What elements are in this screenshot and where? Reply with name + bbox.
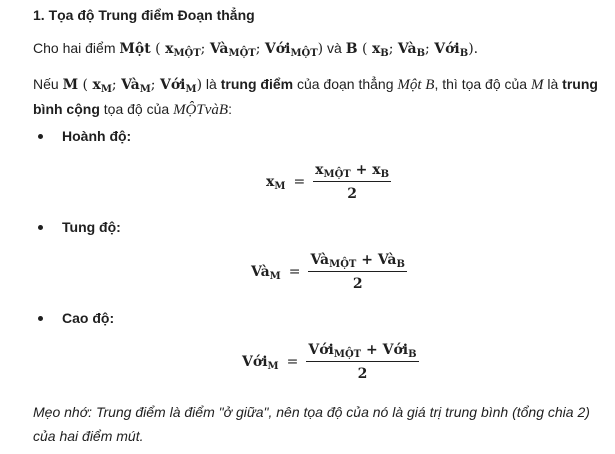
formula-lhs-var: x: [266, 174, 275, 190]
numerator-term-sub: B: [408, 349, 417, 360]
coord-ya-sub: MỘT: [228, 48, 256, 59]
bullet-label: Tung độ:: [62, 219, 121, 235]
midpoint-text: Nếu: [33, 76, 63, 92]
numerator-term: Với: [382, 342, 409, 358]
midpoint-text: tọa độ của: [99, 101, 174, 117]
fraction-numerator: [313, 162, 391, 182]
coord-zm-sub: M: [185, 84, 197, 95]
midpoint-text: , thì tọa độ của: [434, 76, 531, 92]
formula-lhs: [251, 264, 281, 280]
formula-lhs: [242, 354, 279, 370]
numerator-term-sub: MỘT: [333, 349, 362, 360]
bullet-dot: [38, 134, 43, 139]
numerator-term: Và: [310, 252, 330, 268]
fraction: [308, 252, 406, 292]
bullet-label: Cao độ:: [62, 310, 115, 326]
intro-paragraph: [33, 36, 598, 61]
bullet-dot: [38, 225, 43, 230]
bullet-dot: [38, 316, 43, 321]
paren-close: ).: [468, 41, 479, 57]
coord-yb: Và: [397, 41, 417, 57]
numerator-term: Với: [308, 342, 334, 358]
midpoint-text: :: [228, 101, 232, 117]
separator: ;: [111, 77, 122, 93]
numerator-term-sub: B: [396, 259, 405, 270]
plus-sign: +: [356, 252, 378, 268]
separator: ;: [388, 41, 398, 57]
plus-sign: +: [350, 162, 373, 178]
equals-sign: =: [293, 174, 306, 190]
segment-endpoints: MỘTvàB: [173, 102, 229, 118]
midpoint-text: là: [543, 76, 563, 92]
numerator-term-sub: B: [380, 169, 390, 180]
bullet-label: Hoành độ:: [62, 128, 132, 144]
fraction-numerator: [306, 342, 418, 362]
coord-xm-sub: M: [100, 84, 112, 95]
formula-z: [242, 342, 419, 382]
point-b-name: B: [345, 41, 358, 57]
point-m-name: M: [62, 77, 79, 93]
separator: ;: [255, 41, 265, 57]
intro-text: Cho hai điểm: [33, 40, 120, 56]
separator: ;: [200, 41, 210, 57]
segment-name: Một B: [397, 77, 435, 93]
keyword-average: trung bình cộng: [33, 76, 598, 117]
fraction-denominator: 2: [347, 186, 357, 202]
coord-xa: x: [165, 41, 174, 57]
fraction-denominator: 2: [357, 366, 368, 382]
coord-ya: Và: [209, 41, 229, 57]
formula-lhs-sub: M: [267, 361, 279, 372]
coord-xb-sub: B: [380, 48, 389, 59]
coord-za: Với: [264, 41, 291, 57]
point-m-italic: M: [530, 77, 544, 93]
coord-zb: Với: [434, 41, 460, 57]
and-text: và: [323, 40, 346, 56]
coord-zm: Với: [159, 77, 186, 93]
section-heading: 1. Tọa độ Trung điểm Đoạn thẳng: [33, 7, 255, 23]
separator: ;: [150, 77, 160, 93]
point-a-name: Một: [119, 41, 151, 57]
fraction-denominator: 2: [352, 276, 363, 292]
paren-open: (: [150, 41, 166, 57]
formula-lhs-sub: M: [269, 271, 281, 282]
equals-sign: =: [286, 354, 299, 370]
formula-x: [266, 162, 391, 202]
numerator-term-sub: MỘT: [329, 259, 357, 270]
coord-xb: x: [371, 41, 381, 57]
formula-y: [251, 252, 407, 292]
numerator-term: x: [315, 162, 324, 178]
midpoint-text: của đoạn thẳng: [293, 76, 398, 92]
coord-yb-sub: B: [416, 48, 426, 59]
paren-open: (: [357, 41, 372, 57]
numerator-term: x: [372, 162, 381, 178]
formula-lhs: [266, 174, 285, 190]
numerator-term-sub: MỘT: [323, 169, 351, 180]
separator: ;: [425, 41, 435, 57]
coord-zb-sub: B: [459, 48, 469, 59]
fraction: [313, 162, 391, 202]
fraction-numerator: [308, 252, 406, 272]
midpoint-paragraph: [33, 72, 598, 122]
coord-xm: x: [92, 77, 101, 93]
tip-note: Mẹo nhớ: Trung điểm là điểm "ở giữa", nên tọa độ của nó là giá trị trung bình (tổng chia 2) của hai điểm mút.: [33, 404, 590, 444]
paren-open: (: [78, 77, 93, 93]
plus-sign: +: [361, 342, 383, 358]
midpoint-text: là: [202, 76, 221, 92]
fraction: [306, 342, 418, 382]
paren-close: ): [196, 77, 203, 93]
formula-lhs-sub: M: [274, 181, 286, 192]
coord-za-sub: MỘT: [290, 48, 318, 59]
coord-ym: Và: [121, 77, 140, 93]
equals-sign: =: [288, 264, 301, 280]
coord-ym-sub: M: [139, 84, 151, 95]
formula-lhs-var: Với: [242, 354, 268, 370]
paren-close: ): [317, 41, 324, 57]
keyword-midpoint: trung điểm: [220, 76, 294, 92]
coord-xa-sub: MỘT: [173, 48, 201, 59]
numerator-term: Và: [377, 252, 397, 268]
formula-lhs-var: Và: [251, 264, 270, 280]
